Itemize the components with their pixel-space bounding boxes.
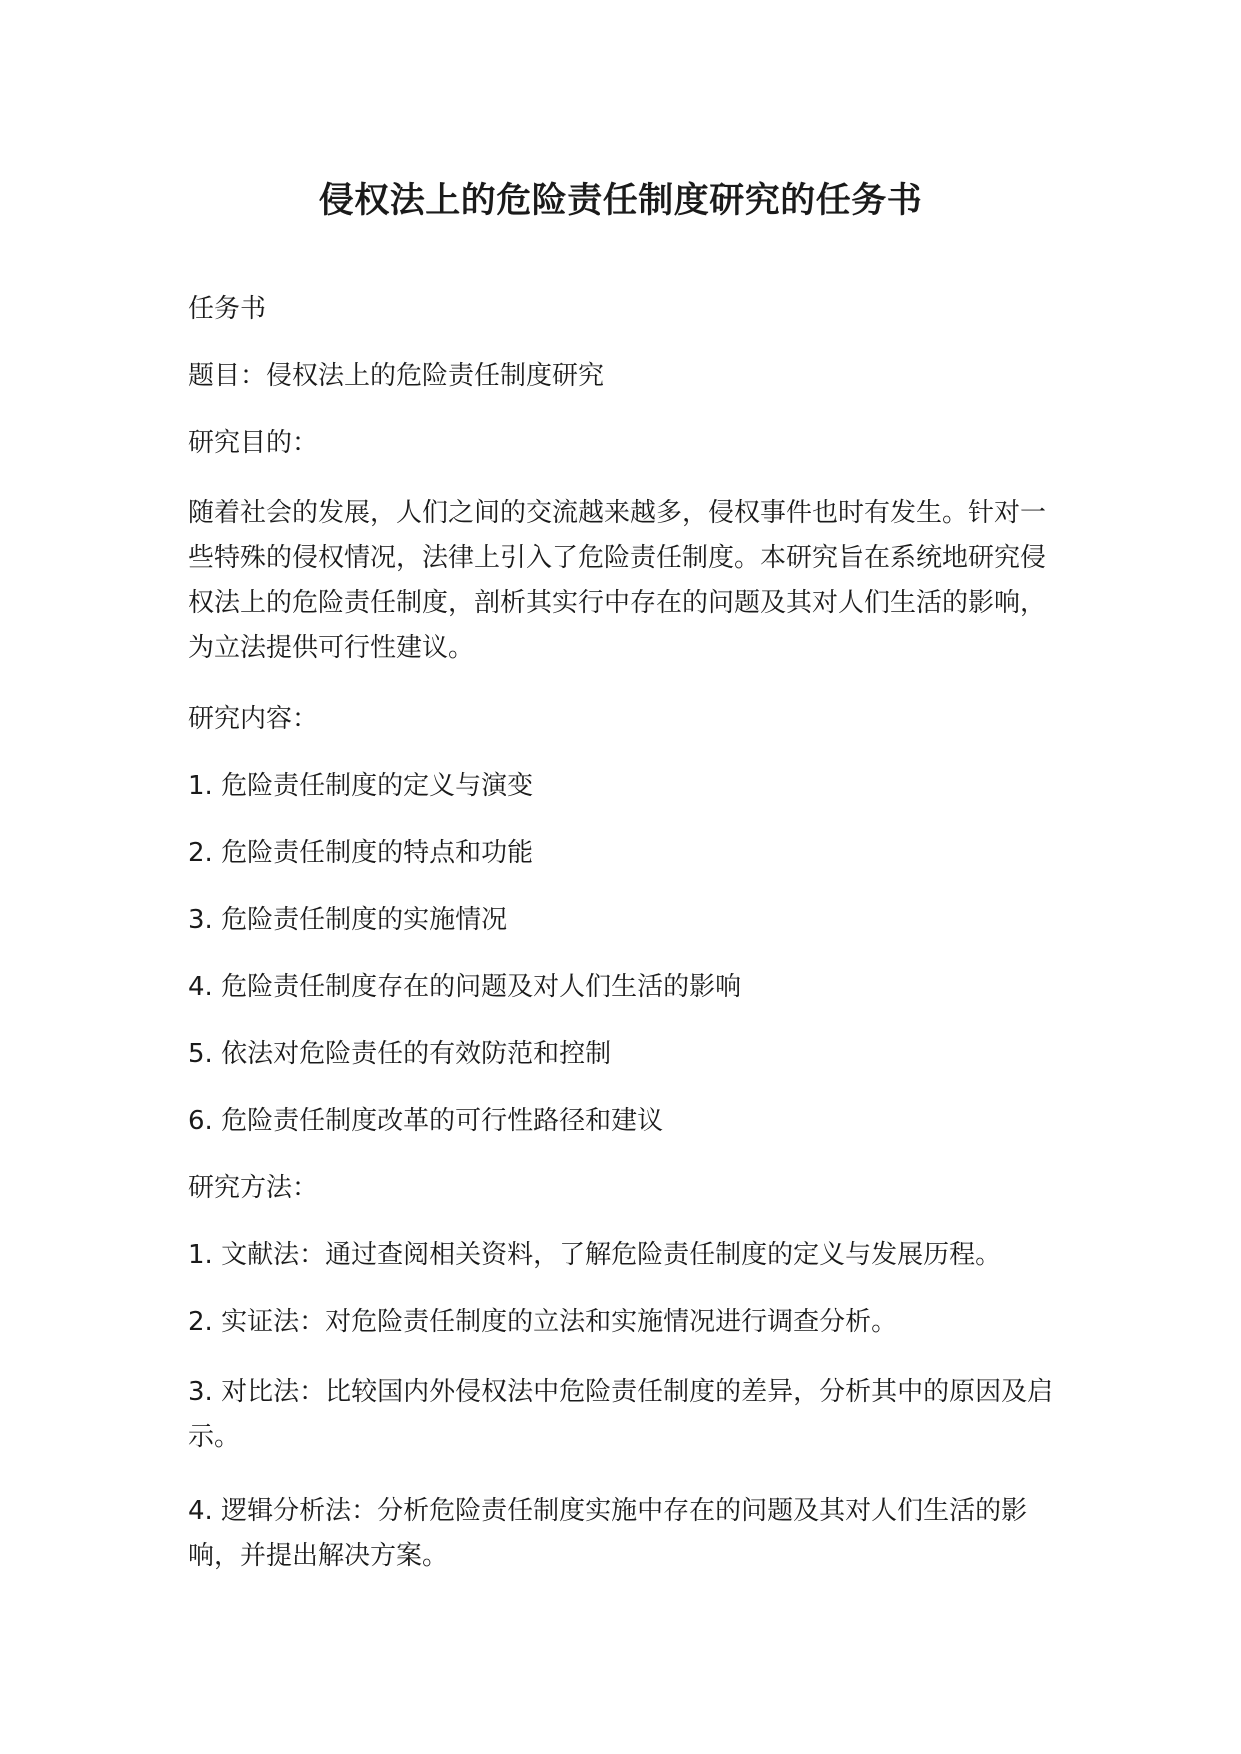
topic-line: 题目：侵权法上的危险责任制度研究 [188, 361, 605, 391]
document-body [188, 290, 1058, 1608]
content-item-1: 1. 危险责任制度的定义与演变 [188, 771, 534, 801]
section-heading-method: 研究方法： [188, 1173, 319, 1203]
section-heading-purpose: 研究目的： [188, 428, 319, 458]
content-item-6: 6. 危险责任制度改革的可行性路径和建议 [188, 1106, 664, 1136]
content-item-4: 4. 危险责任制度存在的问题及对人们生活的影响 [188, 972, 742, 1002]
section-heading-content: 研究内容： [188, 704, 319, 734]
method-item-3: 3. 对比法：比较国内外侵权法中危险责任制度的差异，分析其中的原因及启示。 [188, 1377, 1054, 1452]
purpose-paragraph: 随着社会的发展，人们之间的交流越来越多，侵权事件也时有发生。针对一些特殊的侵权情况，法律上引入了危险责任制度。本研究旨在系统地研究侵权法上的危险责任制度，剖析其实行中存在的问题及其对人们生活的影响，为立法提供可行性建议。 [188, 498, 1047, 663]
content-item-5: 5. 依法对危险责任的有效防范和控制 [188, 1039, 612, 1069]
method-item-2: 2. 实证法：对危险责任制度的立法和实施情况进行调查分析。 [188, 1307, 898, 1337]
method-item-4: 4. 逻辑分析法：分析危险责任制度实施中存在的问题及其对人们生活的影响，并提出解决方案。 [188, 1496, 1028, 1571]
method-item-1: 1. 文献法：通过查阅相关资料，了解危险责任制度的定义与发展历程。 [188, 1240, 1002, 1270]
content-item-3: 3. 危险责任制度的实施情况 [188, 905, 508, 935]
document-title: 侵权法上的危险责任制度研究的任务书 [318, 181, 923, 221]
section-heading-task: 任务书 [188, 294, 267, 324]
content-item-2: 2. 危险责任制度的特点和功能 [188, 838, 534, 868]
